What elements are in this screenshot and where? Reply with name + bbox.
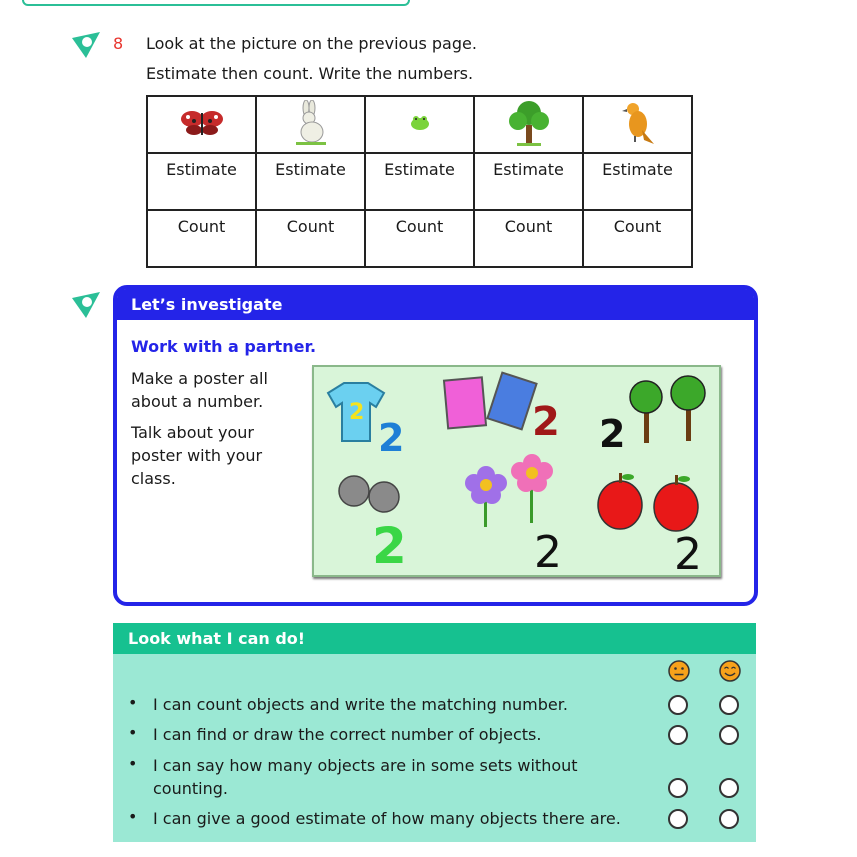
apples-icon <box>598 473 698 531</box>
estimate-cell[interactable]: Estimate <box>365 153 474 210</box>
estimate-cell[interactable]: Estimate <box>583 153 692 210</box>
neutral-face-icon <box>667 659 691 683</box>
investigate-subtitle: Work with a partner. <box>131 337 317 356</box>
self-assessment-title: Look what I can do! <box>128 629 306 648</box>
happy-checkbox[interactable] <box>719 778 739 798</box>
neutral-checkbox[interactable] <box>668 778 688 798</box>
count-cell[interactable]: Count <box>474 210 583 267</box>
bullet: • <box>128 693 138 712</box>
activity-arrow-icon <box>70 30 102 60</box>
books-icon <box>444 373 537 430</box>
frog-icon <box>409 114 431 132</box>
bird-icon <box>620 100 656 146</box>
flowers-icon <box>465 454 553 527</box>
bullet: • <box>128 754 138 773</box>
butterfly-icon <box>180 109 224 137</box>
can-do-item: I can find or draw the correct number of objects. <box>153 725 542 744</box>
question-number: 8 <box>113 34 124 53</box>
estimate-cell[interactable]: Estimate <box>474 153 583 210</box>
poster-number: 2 <box>532 399 560 445</box>
poster-illustration <box>314 367 719 575</box>
poster-number: 2 <box>599 412 626 456</box>
rabbit-icon <box>294 100 328 146</box>
count-cell[interactable]: Count <box>147 210 256 267</box>
bird-cell <box>583 96 692 153</box>
can-do-item: I can count objects and write the matching number. <box>153 695 568 714</box>
bullet: • <box>128 723 138 742</box>
happy-checkbox[interactable] <box>719 695 739 715</box>
count-cell[interactable]: Count <box>583 210 692 267</box>
self-assessment-header <box>113 623 756 654</box>
investigate-para-2: Talk about your poster with your class. <box>131 423 263 488</box>
bullet: • <box>128 807 138 826</box>
happy-face-icon <box>718 659 742 683</box>
estimate-cell[interactable]: Estimate <box>256 153 365 210</box>
question-line-1: Look at the picture on the previous page. <box>146 34 477 53</box>
poster-number: 2 <box>534 527 562 575</box>
estimate-cell[interactable]: Estimate <box>147 153 256 210</box>
trees-icon <box>630 376 705 443</box>
self-assessment-panel <box>113 623 756 842</box>
activity-arrow-icon <box>70 290 102 320</box>
neutral-checkbox[interactable] <box>668 695 688 715</box>
can-do-item: I can say how many objects are in some sets without counting. <box>153 756 578 798</box>
happy-checkbox[interactable] <box>719 725 739 745</box>
poster-number: 2 <box>349 400 365 425</box>
poster-number: 2 <box>378 416 405 460</box>
investigate-header <box>117 289 754 320</box>
poster-number: 2 <box>674 529 702 575</box>
number-poster <box>312 365 721 577</box>
investigate-title: Let’s investigate <box>131 295 283 314</box>
top-decoration <box>22 0 410 6</box>
frog-cell <box>365 96 474 153</box>
count-cell[interactable]: Count <box>365 210 474 267</box>
tree-cell <box>474 96 583 153</box>
poster-number: 2 <box>372 517 407 575</box>
grey-circles-icon <box>339 476 399 512</box>
question-line-2: Estimate then count. Write the numbers. <box>146 64 474 83</box>
count-cell[interactable]: Count <box>256 210 365 267</box>
rabbit-cell <box>256 96 365 153</box>
neutral-checkbox[interactable] <box>668 809 688 829</box>
butterfly-cell <box>147 96 256 153</box>
happy-checkbox[interactable] <box>719 809 739 829</box>
investigate-panel <box>113 285 758 606</box>
tree-icon <box>507 99 551 147</box>
can-do-item: I can give a good estimate of how many objects there are. <box>153 809 621 828</box>
estimate-table <box>146 95 693 268</box>
investigate-para-1: Make a poster all about a number. <box>131 369 268 411</box>
neutral-checkbox[interactable] <box>668 725 688 745</box>
